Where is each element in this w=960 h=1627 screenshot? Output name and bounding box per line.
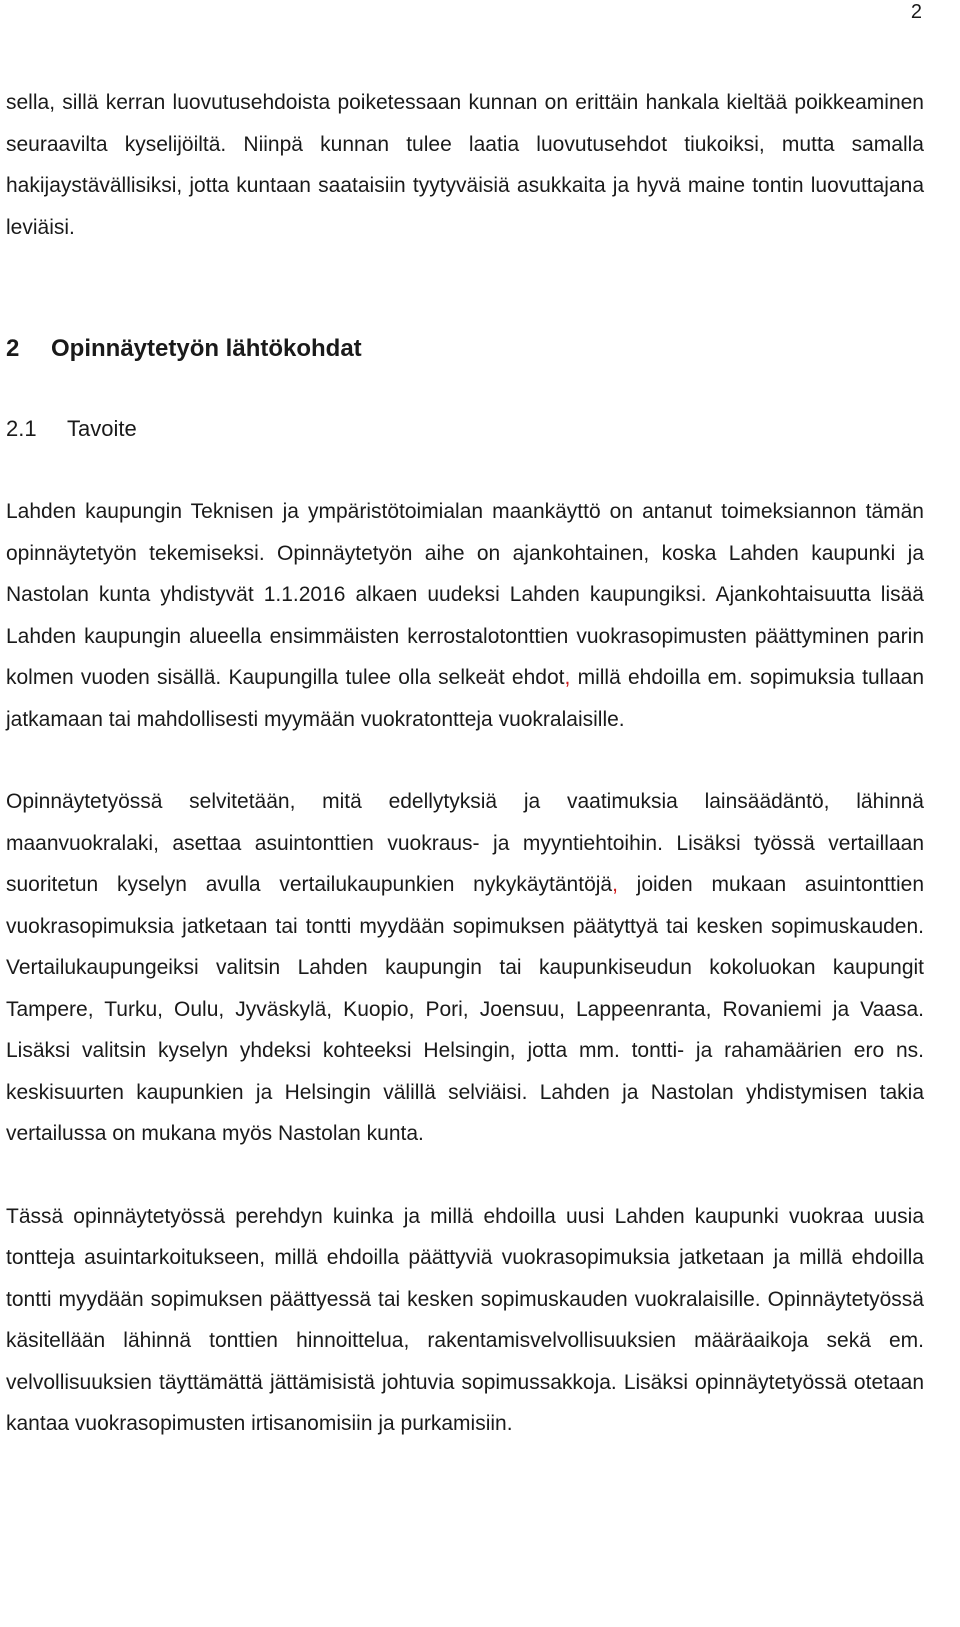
section-heading: [6, 334, 924, 364]
paragraph-text: joiden mukaan asuintonttien vuokrasopimuksia jatketaan tai tontti myydään sopimuksen päätyttyä tai kesken sopimuskauden. Vertailukaupungeiksi valitsin Lahden kaupungin tai kaupunkiseudun kokoluokan kaupungit Tampere, Turku, Oulu, Jyväskylä, Kuopio, Pori, Joensuu, Lappeenranta, Rovaniemi ja Vaasa. Lisäksi valitsin kyselyn yhdeksi kohteeksi Helsingin, jotta mm. tontti- ja rahamäärien ero ns. keskisuurten kaupunkien ja Helsingin välillä selviäisi. Lahden ja Nastolan yhdistymisen takia vertailussa on mukana myös Nastolan kunta.: [6, 873, 924, 1145]
paragraph-focus: Tässä opinnäytetyössä perehdyn kuinka ja millä ehdoilla uusi Lahden kaupunki vuokraa uusia tontteja asuintarkoitukseen, millä ehdoilla päättyviä vuokrasopimuksia jatketaan ja millä ehdoilla tontti myydään sopimuksen päättyessä tai kesken sopimuskauden vuokralaisille. Opinnäytetyössä käsitellään lähinnä tonttien hinnoittelua, rakentamisvelvollisuuksien määräaikoja sekä em. velvollisuuksien täyttämättä jättämisistä johtuvia sopimussakkoja. Lisäksi opinnäytetyössä otetaan kantaa vuokrasopimusten irtisanomisiin ja purkamisiin.: [6, 1204, 924, 1435]
paragraph-text: millä ehdoilla em. sopimuksia tullaan jatkamaan tai mahdollisesti myymään vuokratontteja vuokralaisille.: [6, 666, 924, 731]
subsection-heading: [6, 415, 924, 443]
page-number: 2: [910, 1, 922, 23]
subsection-number: 2.1: [6, 416, 37, 441]
document-body: [6, 82, 924, 1445]
intro-paragraph: sella, sillä kerran luovutusehdoista poiketessaan kunnan on erittäin hankala kieltää poikkeaminen seuraavilta kyselijöiltä. Niinpä kunnan tulee laatia luovutusehdot tiukoiksi, mutta samalla hakijaystävällisiksi, jotta kuntaan saataisiin tyytyväisiä asukkaita ja hyvä maine tontin luovuttajana leviäisi.: [6, 91, 924, 239]
paragraph-objective: [6, 491, 924, 740]
paragraph-text: Lahden kaupungin Teknisen ja ympäristötoimialan maankäyttö on antanut toimeksiannon tämän opinnäytetyön tekemiseksi. Opinnäytetyön aihe on ajankohtainen, koska Lahden kaupunki ja Nastolan kunta yhdistyvät 1.1.2016 alkaen uudeksi Lahden kaupungiksi. Ajankohtaisuutta lisää Lahden kaupungin alueella ensimmäisten kerrostalotonttien vuokrasopimusten päättyminen parin kolmen vuoden sisällä. Kaupungilla tulee olla selkeät ehdot: [6, 500, 924, 689]
paragraph-scope: [6, 781, 924, 1155]
highlighted-comma: ,: [564, 666, 571, 689]
subsection-title: Tavoite: [67, 416, 137, 441]
paragraph-text: Opinnäytetyössä selvitetään, mitä edellytyksiä ja vaatimuksia lainsäädäntö, lähinnä maanvuokralaki, asettaa asuintonttien vuokraus- ja myyntiehtoihin. Lisäksi työssä vertaillaan suoritetun kyselyn avulla vertailukaupunkien nykykäytäntöjä: [6, 790, 924, 896]
section-number: 2: [6, 335, 20, 362]
highlighted-comma: ,: [612, 873, 618, 896]
section-title: Opinnäytetyön lähtökohdat: [51, 335, 362, 362]
